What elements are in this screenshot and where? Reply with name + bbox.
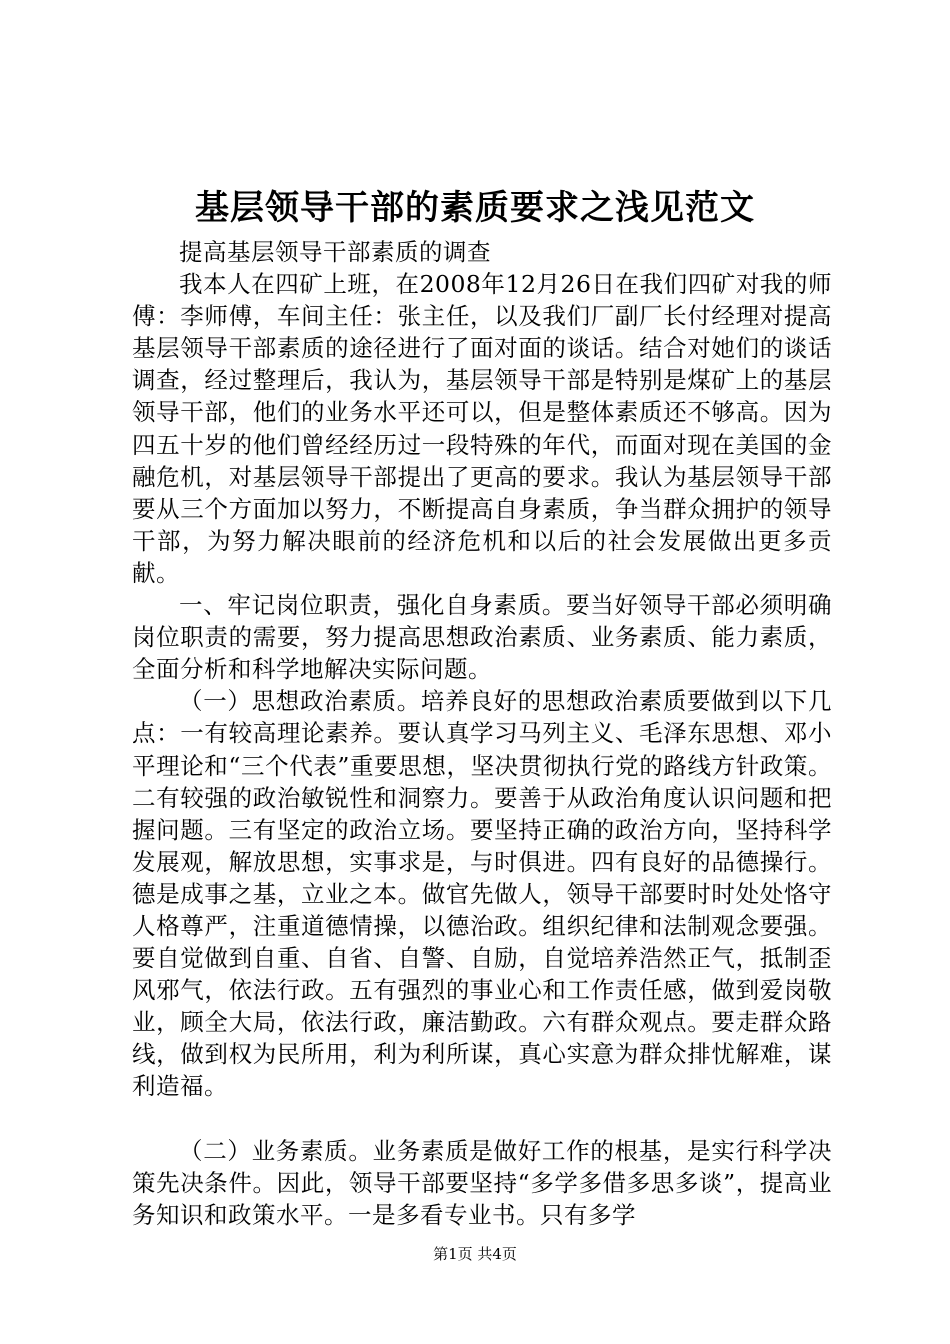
paragraph-intro: 我本人在四矿上班，在2008年12月26日在我们四矿对我的师傅：李师傅，车间主任：张主任，以及我们厂副厂长付经理对提高基层领导干部素质的途径进行了面对面的谈话。结合对她们的谈话调查，经过整理后，我认为，基层领导干部是特别是煤矿上的基层领导干部，他们的业务水平还可以，但是整体素质还不够高。因为四五十岁的他们曾经经历过一段特殊的年代，而面对现在美国的金融危机，对基层领导干部提出了更高的要求。我认为基层领导干部要从三个方面加以努力，不断提高自身素质，争当群众拥护的领导干部，为努力解决眼前的经济危机和以后的社会发展做出更多贡献。 xyxy=(132,270,832,587)
paragraph-political-quality: （一）思想政治素质。培养良好的思想政治素质要做到以下几点：一有较高理论素养。要认真学习马列主义、毛泽东思想、邓小平理论和“三个代表”重要思想，坚决贯彻执行党的路线方针政策。二有较强的政治敏锐性和洞察力。要善于从政治角度认识问题和把握问题。三有坚定的政治立场。要坚持正确的政治方向，坚持科学发展观，解放思想，实事求是，与时俱进。四有良好的品德操行。德是成事之基，立业之本。做官先做人，领导干部要时时处处恪守人格尊严，注重道德情操，以德治政。组织纪律和法制观念要强。要自觉做到自重、自省、自警、自励，自觉培养浩然正气，抵制歪风邪气，依法行政。五有强烈的事业心和工作责任感，做到爱岗敬业，顾全大局，依法行政，廉洁勤政。六有群众观点。要走群众路线，做到权为民所用，利为利所谋，真心实意为群众排忧解难，谋利造福。 xyxy=(132,687,832,1101)
document-body xyxy=(132,236,832,1231)
document-title: 基层领导干部的素质要求之浅见范文 xyxy=(195,188,755,228)
paragraph-business-quality: （二）业务素质。业务素质是做好工作的根基，是实行科学决策先决条件。因此，领导干部要坚持“多学多借多思多谈”，提高业务知识和政策水平。一是多看专业书。只有多学 xyxy=(132,1136,832,1229)
page-footer: 第1页 共4页 xyxy=(433,1245,517,1263)
paragraph-section-one: 一、牢记岗位职责，强化自身素质。要当好领导干部必须明确岗位职责的需要，努力提高思想政治素质、业务素质、能力素质，全面分析和科学地解决实际问题。 xyxy=(132,591,832,684)
paragraph-subtitle: 提高基层领导干部素质的调查 xyxy=(179,238,491,266)
